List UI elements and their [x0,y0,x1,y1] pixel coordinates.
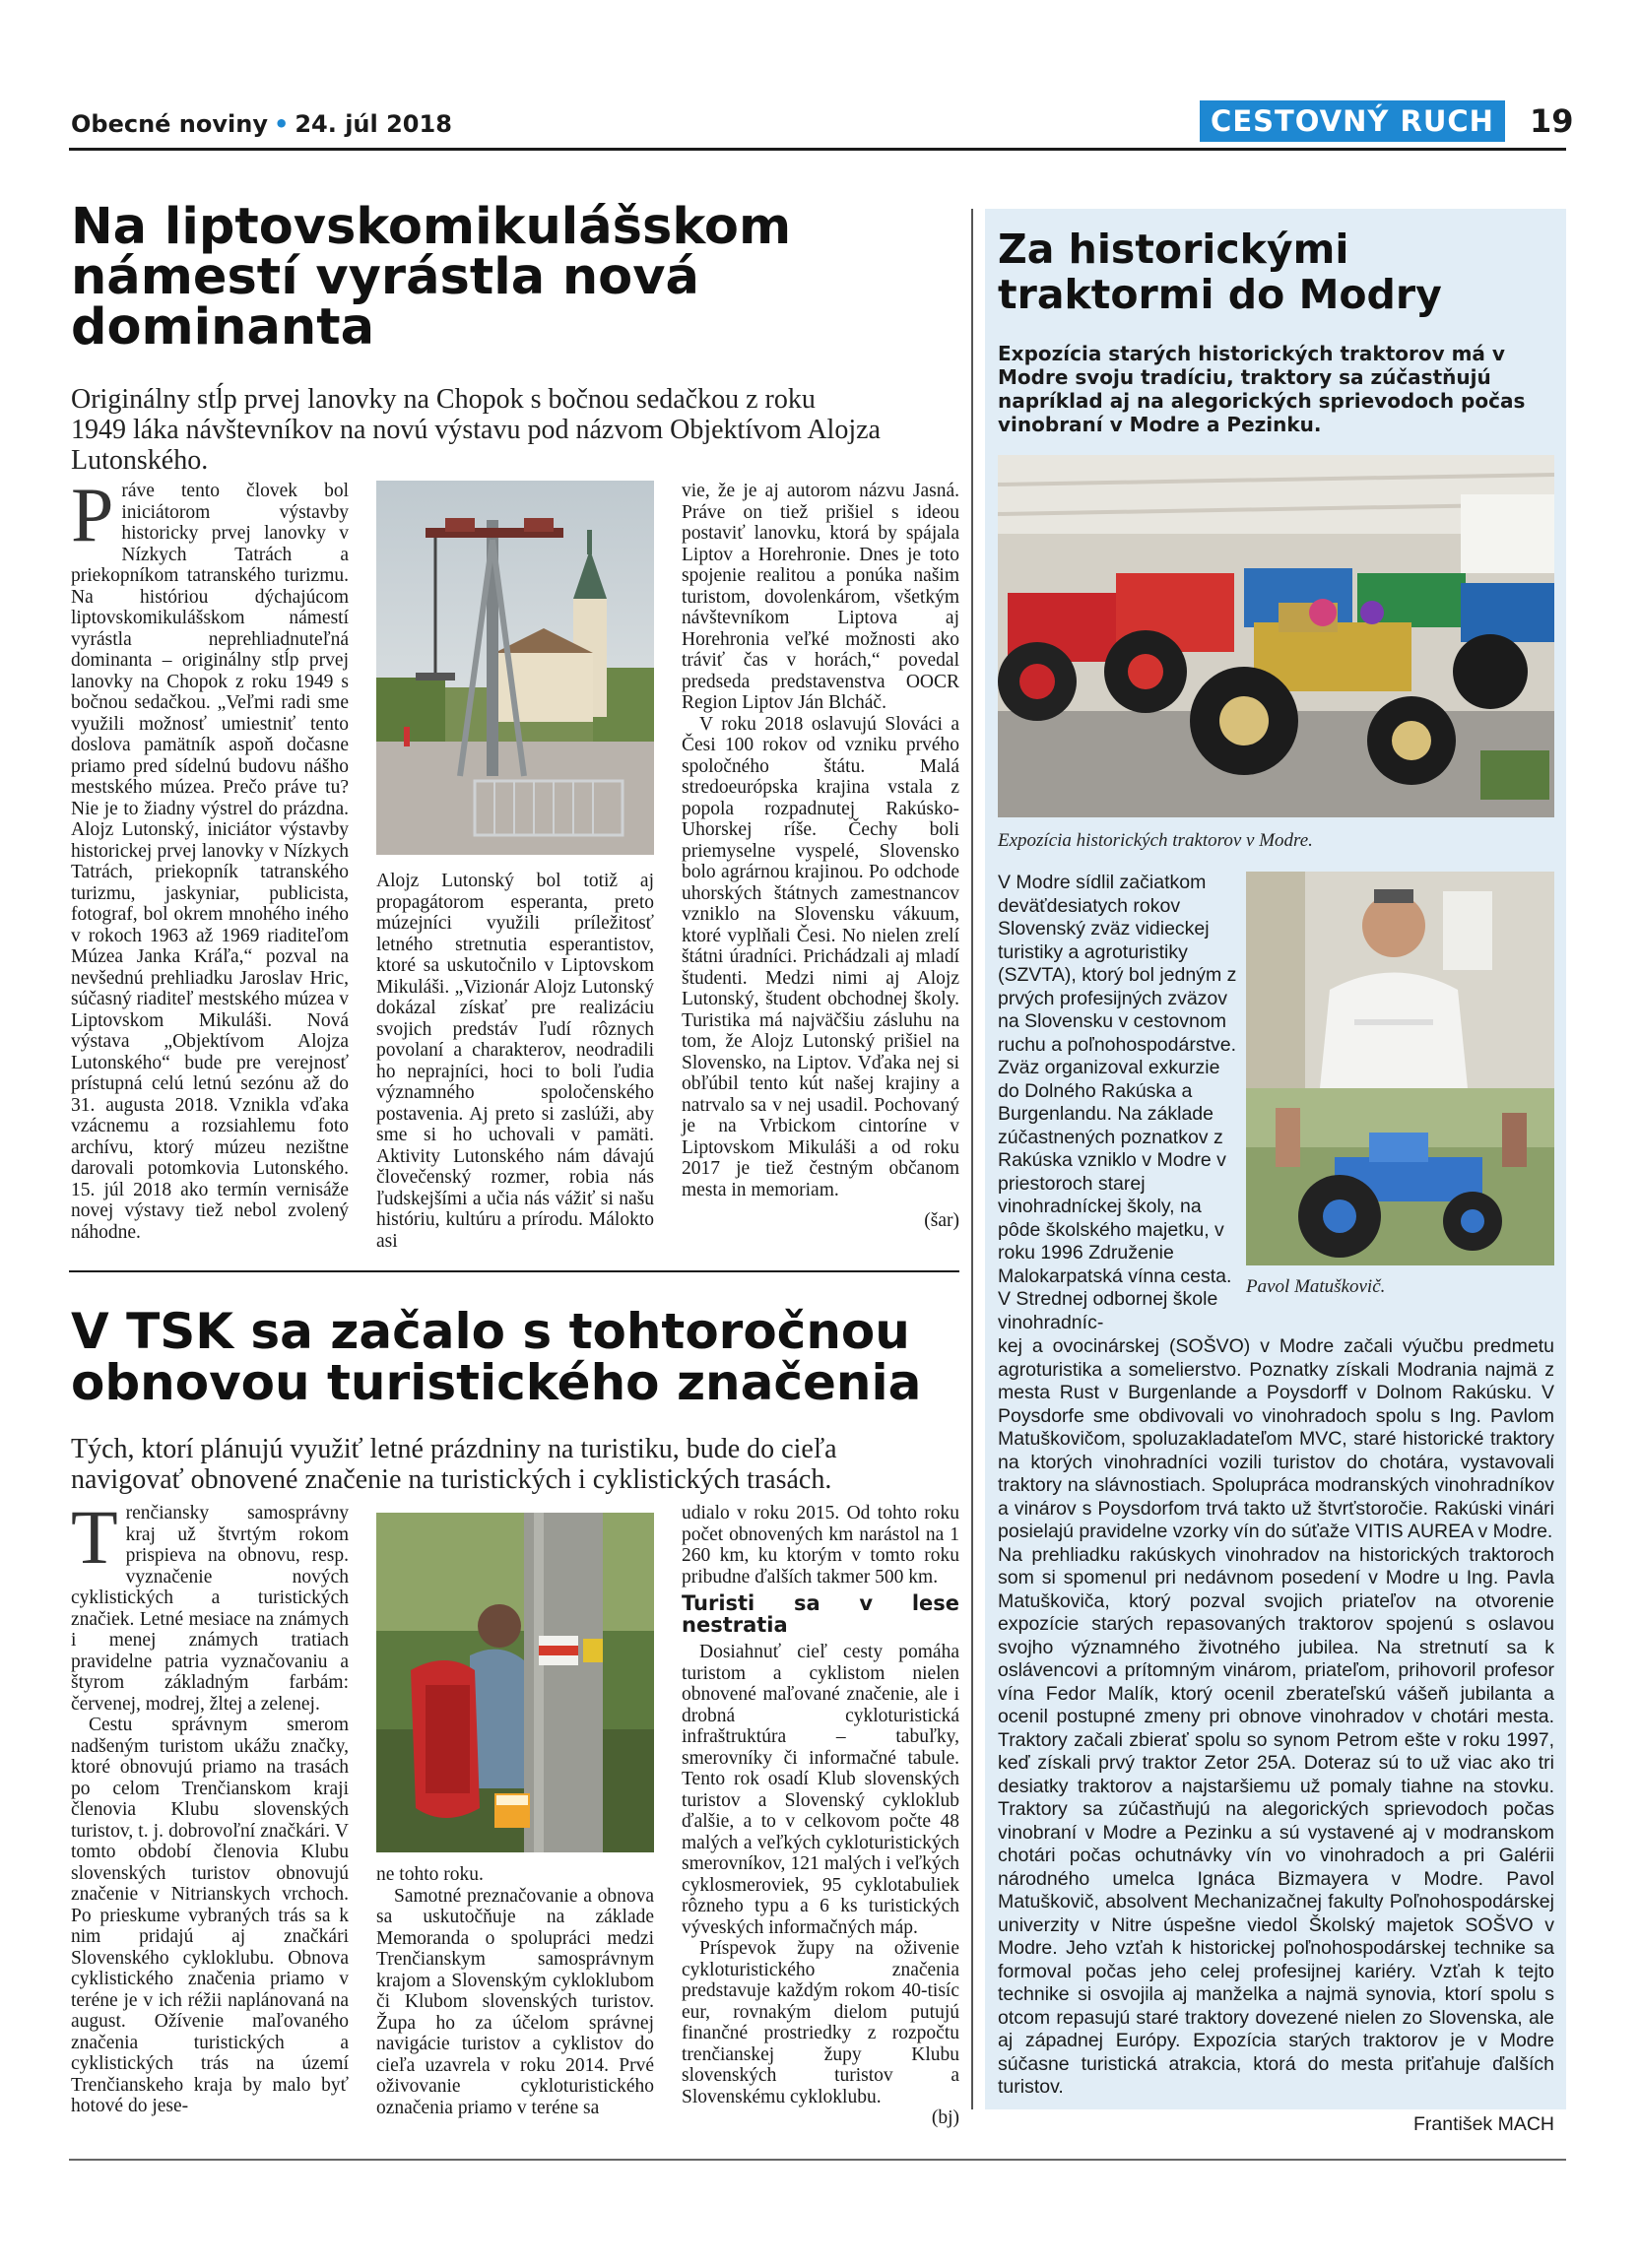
article2-headline [71,1303,962,1411]
article1-signature: (šar) [924,1210,959,1231]
lead-line: 1949 láka návštevníkov na novú výstavu pod názvom Objektívom Alojza [71,415,881,445]
article2-column-3 [682,1503,959,2129]
sidebar-author: František MACH [1412,2112,1554,2135]
article2-col3-paragraph: Príspevok župy na oživenie cykloturistického značenia predstavuje každým rokom 40-tisíc eur, rovnakým dielom putujú finančné prostriedky z rozpočtu trenčianskej župy Klubu slovenských turistov a Slovenskému cykloklubu. [682,1938,959,2107]
page-number: 19 [1530,102,1574,140]
sidebar-divider [971,209,973,2109]
headline-line: Na liptovskomikulášskom [71,198,792,256]
portrait-photo [1246,872,1554,1265]
lead-line: Originálny stĺp prvej lanovky na Chopok s bočnou sedačkou z roku [71,384,816,415]
article2-col2-paragraph: ne tohto roku. [376,1864,484,1885]
drop-cap: T [71,1494,118,1580]
masthead [71,110,452,138]
article2-column-1 [71,1494,349,2117]
article2-lead [71,1434,962,1495]
lift-pole-photo [376,481,654,855]
sidebar-headline [998,227,1554,317]
article2-col3-paragraph: Dosiahnuť cieľ cesty pomáha turistom a cyklistom nielen obnovené maľované značenie, ale i drobná cykloturistická infraštruktúra – tabuľky, smerovníky či informačné tabule. Tento rok osadí Klub slovenských turistov a Slovenský cykloklub ďalšie, a to v celkovom počte 48 malých a veľkých cykloturistických smerovníkov, 121 malých i veľkých cyklosmeroviek, 95 cyklotabuliek rôzneho typu a 6 ks turistických výveských informačných máp. [682,1642,959,1938]
article1-lead [71,384,957,476]
headline-line: V TSK sa začalo s tohtoročnou [71,1303,910,1360]
portrait-caption: Pavol Matuškovič. [1246,1276,1386,1297]
sidebar-paragraph: Na prehliadku rakúskych vinohradov na historických traktoroch som si spomenul pri nedávnom posedení v Modre u Ing. Pavla Matuškoviča, ktorý pozval svojich priateľov na otvorenie expozície starých repasovaných traktorov spojenú s oslavou svojho významného životného jubilea. Na stretnutí sa k oslávencovi a prítomným vinárom, priateľom, prihovoril profesor vína Fedor Malík, ktorý ocenil zberateľskú vášeň jubilanta a ocenil postupné zmeny pri obnove vinohradov v chotári mesta. Traktory začali zbierať spolu so synom Petrom ešte v roku 1997, keď získali prvý traktor Zetor 25A. Doteraz sú to už viac ako tri desiatky traktorov a najstaršiemu už pomaly tiahne na stovku. Traktory sa zúčastňujú na alegorických sprievodoch počas vinobraní v Modre a Pezinku a sú vystavené aj v modranskom chotári počas ochutnávky vín vo vinohradoch a pri Galérii národného umelca Ignáca Bizmayera v Modre. Pavol Matuškovič, absolvent Mechanizačnej fakulty Poľnohospodárskej univerzity v Nitre úspešne viedol Školský majetok SOŠVO v Modre. Jeho vzťah k historickej poľnohospodárskej technike sa formoval počas jeho celej profesijnej kariéry. Vzťah k tejto technike si osvojila aj manželka a najmä synovia, ktorí spolu s otcom repasujú staré traktory dovezené nielen zo Slovenska, ale aj západnej Európy. Expozícia starých traktorov je v Modre súčasne turistická atrakcia, ktorá do mesta priťahuje ďalších turistov. [998,1543,1554,2098]
article1-column-2 [376,871,654,1252]
section-badge: CESTOVNÝ RUCH [1200,100,1505,142]
issue-date: 24. júl 2018 [295,110,452,138]
article2-subheading: Turisti sa v lese nestratia [682,1591,959,1637]
sidebar-text-narrow: V Modre sídlil začiatkom deväťdesiatych rokov Slovenský zväz vidieckej turistiky a agroturistiky (SZVTA), ktorý bol jedným z prvých profesijných zväzov na Slovensku v cestovnom ruchu a poľnohospodárstve. Zväz organizoval exkurzie do Dolného Rakúska a Burgenlandu. Na základe zúčastnených poznatkov z Rakúska vzniklo v Modre v priestoroch starej vinohradníckej školy, na pôde školského majetku, v roku 1996 Združenie Malokarpatská vínna cesta. V Strednej odbornej škole vinohradníc- [998,872,1237,1333]
headline-line: obnovou turistického značenia [71,1354,922,1411]
lead-line: navigovať obnovené značenie na turistických i cyklistických trasách. [71,1464,832,1495]
sidebar-paragraph: kej a ovocinárskej (SOŠVO) v Modre začali výučbu predmetu agroturistika a somelierstvo. Poznatky získali Modrania najmä z mesta Rust v Burgenlande a Poysdorff v Dolnom Rakúsku. V Poysdorfe sme obdivovali vo vinohradoch spolu s Ing. Pavlom Matuškovičom, spoluzakladateľom MVC, staré historické traktory na ktorých vinohradníci vozili turistov do chotára, vystavovali traktory na slávnostiach. Spolupráca modranských vinohradníkov a vinárov s Poysdorfom trvá takto už štvrťstoročie. Rakúski vinári posielajú pravidelne vzorky vín do súťaže VITIS AUREA v Modre. [998,1335,1554,1542]
article2-col3-paragraph: udialo v roku 2015. Od tohto roku počet obnovených km narástol na 1 260 km, ku ktorým v tomto roku pribudne ďalších takmer 500 km. [682,1503,959,1588]
article2-col1-paragraph: Cestu správnym smerom nadšeným turistom ukážu značky, ktoré obnovujú priamo na trasách po celom Trenčianskom kraji členovia Klubu slovenských turistov, t. j. dobrovoľní značkári. V tomto období členovia Klubu slovenských turistov obnovujú značenie v Nitrianskych vrchoch. Po prieskume vybraných trás sa k nim pridajú aj značkári Slovenského cykloklubu. Obnova cyklistického značenia priamo v teréne je v ich réžii naplánovaná na august. Ožívenie maľovaného značenia turistických a cyklistických trás na území Trenčianskeho kraja by malo byť hotové do jese- [71,1715,349,2116]
article1-headline [71,198,957,356]
article2-col2-paragraph: Samotné preznačovanie a obnova sa uskutočňuje na základe Memoranda o spolupráci medzi Trenčianskym samosprávnym krajom a Slovenským cykloklubom či Klubom slovenských turistov. Župa ho za účelom správnej navigácie turistov a cyklistov do cieľa uzavrela v roku 2014. Prvé oživovanie cykloturistického označenia priamo v teréne sa [376,1885,654,2118]
article1-col3-paragraph: vie, že je aj autorom názvu Jasná. Práve on tiež prišiel s ideou postaviť lanovku, ktorá by spájala Liptov a Horehronie. Dnes je toto spojenie realitou a ponúka našim turistom, dovolenkárom, všetkým návštevníkom Liptova aj Horehronia veľké možnosti ako tráviť čas v horách,“ povedal predseda predstavenstva OOCR Region Liptov Ján Blcháč. [682,481,959,713]
article2-col1-text: renčiansky samosprávny kraj už štvrtým rokom prispieva na obnovu, resp. vyznačenie nových cyklistických a turistických značiek. Letné mesiace na známych i menej známych tratiach pravidelne patria vyznačovaniu a štyrom základným farbám: červenej, modrej, žltej a zelenej. [71,1503,349,1715]
headline-line: traktormi do Modry [998,271,1442,318]
article1-column-3 [682,481,959,1232]
drop-cap: P [71,472,114,557]
sidebar-text-full [998,1335,1554,2136]
article1-col1-text: ráve tento človek bol iniciátorom výstavby historicky prvej lanovky v Nízkych Tatrách a priekopníkom tatranského turizmu. Na históriou dýchajúcom liptovskomikulášskom námestí vyrástla neprehliadnuteľná dominanta – originálny stĺp prvej lanovky na Chopok z roku 1949 s bočnou sedačkou. „Veľmi radi sme využili možnosť umiestniť tento doslova pamätník aspoň dočasne priamo pred sídelnú budovu nášho mestského múzea. Prečo práve tu? Nie je to žiadny výstrel do prázdna. Alojz Lutonský, iniciátor výstavby historickej prvej lanovky v Nízkych Tatrách, priekopník tatranského turizmu, jaskyniar, publicista, fotograf, bol okrem mnohého iného v rokoch 1963 až 1969 riaditeľom Múzea Janka Kráľa,“ pozval na nevšednú prehliadku Jaroslav Hric, súčasný riaditeľ mestského múzea v Liptovskom Mikuláši. Nová výstava „Objektívom Alojza Lutonského“ bude pre verejnosť prístupná celú letnú sezónu až do 31. augusta 2018. Vznikla vďaka vzácnemu a rozsiahlemu foto archívu, ktorý múzeu nezištne darovali potomkovia Lutonského. 15. júl 2018 ako termín vernisáže novej výstavy tiež nebol zvolený náhodne. [71,481,349,1243]
tractor-exhibition-photo [998,455,1554,817]
article1-col2-text: Alojz Lutonský bol totiž aj propagátorom esperanta, preto múzejníci využili príležitosť letného stretnutia esperantistov, ktoré sa uskutočnilo v Liptovskom Mikuláši. „Vizionár Alojz Lutonský dokázal získať pre realizáciu svojich predstáv ľudí rôznych povolaní a charakterov, neodradili ho neprajníci, hoci to boli ľudia významného spoločenského postavenia. Aj preto si zaslúži, aby sme si ho uchovali v pamäti. Aktivity Lutonského nám dávajú človečenský rozmer, robia nás ľudskejšími a učia nás vážiť si našu históriu, kultúru a prírodu. Málokto asi [376,871,654,1252]
sidebar-lead: Expozícia starých historických traktorov má v Modre svoju tradíciu, traktory sa zúčastňujú napríklad aj na alegorických sprievodoch počas vinobraní v Modre a Pezinku. [998,342,1526,436]
headline-line: Za historickými [998,226,1349,273]
publication-name: Obecné noviny [71,110,268,138]
tractor-photo-caption: Expozícia historických traktorov v Modre. [998,830,1313,851]
header-rule [69,148,1566,151]
article1-column-1 [71,472,349,1243]
article2-signature: (bj) [931,2107,959,2128]
article2-column-2 [376,1864,654,2118]
lead-line: Lutonského. [71,445,209,476]
headline-line: dominanta [71,298,374,356]
footer-rule [69,2159,1566,2161]
headline-line: námestí vyrástla nová [71,248,699,306]
article-divider [69,1270,959,1272]
article1-col3-paragraph: V roku 2018 oslavujú Slováci a Česi 100 rokov od vzniku prvého spoločného štátu. Malá stredoeurópska krajina vstala z popola rozpadnutej Rakúsko-Uhorskej ríše. Čechy boli priemyselne vyspelé, Slovensko bolo agrárnou krajinou. Po odchode uhorských štátnych zamestnancov vzniklo na Slovensku vákuum, ktoré vyplňali Česi. No nielen zrelí štátni úradníci. Prichádzali aj mladí študenti. Medzi nimi aj Alojz Lutonský, študent obchodnej školy. Turistika má najväčšiu zásluhu na tom, že Alojz Lutonský prišiel na Slovensko, na Liptov. Vďaka nej si obľúbil tento kút našej krajiny a natrvalo sa v nej usadil. Pochovaný je na Vrbickom cintoríne v Liptovskom Mikuláši a od roku 2017 je tiež čestným občanom mesta in memoriam. [682,713,959,1200]
trail-marker-photo [376,1513,654,1852]
lead-line: Tých, ktorí plánujú využiť letné prázdniny na turistiku, bude do cieľa [71,1434,837,1464]
separator-dot: • [273,110,290,138]
